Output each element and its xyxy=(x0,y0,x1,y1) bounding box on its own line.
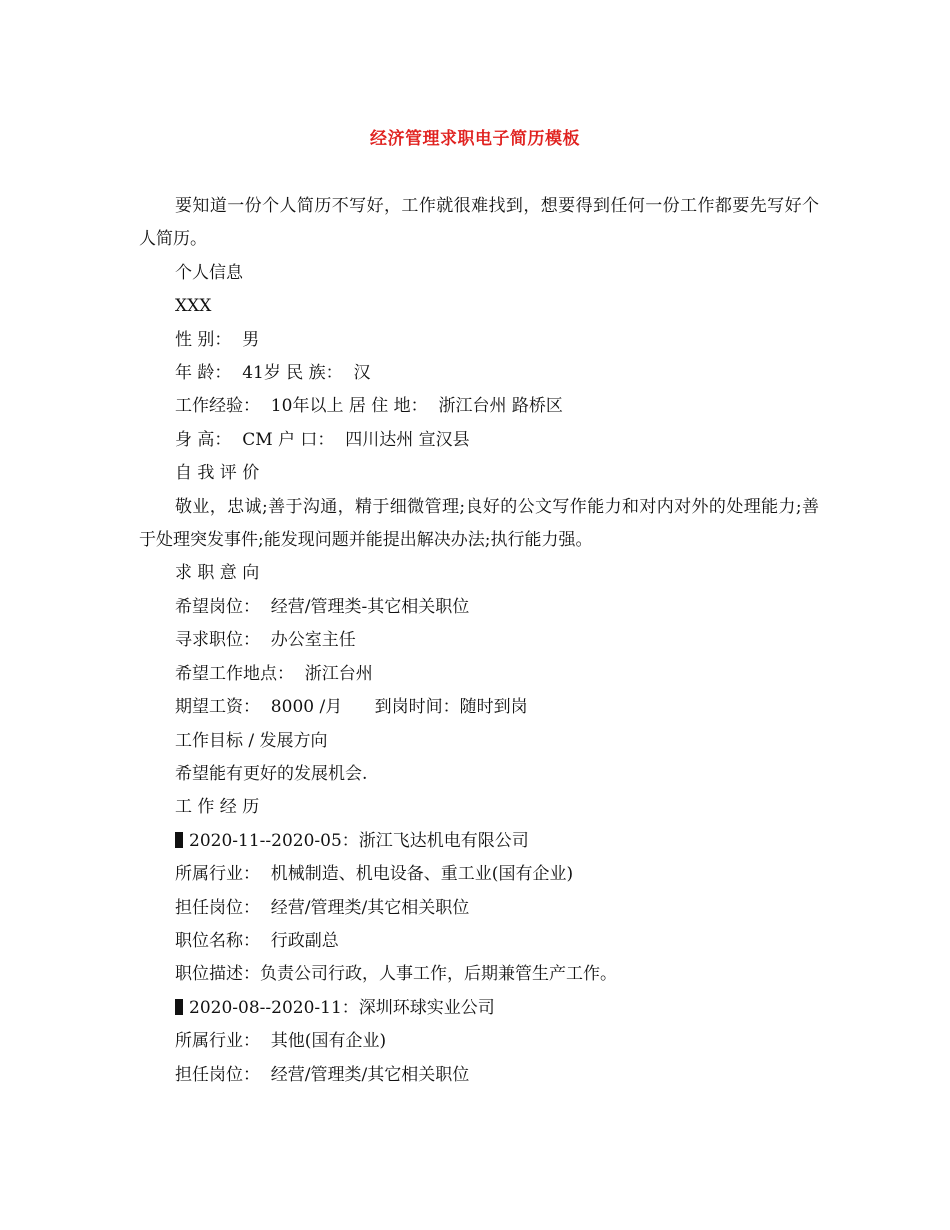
work-entry-post: 担任岗位： 经营/管理类/其它相关职位 xyxy=(175,1064,470,1085)
self-eval-heading: 自 我 评 价 xyxy=(175,463,260,484)
age-ethnicity-line: 年 龄： 41岁 民 族： 汉 xyxy=(175,363,371,384)
work-entry-industry: 所属行业： 其他(国有企业) xyxy=(175,1031,387,1052)
desired-post-line: 希望岗位： 经营/管理类-其它相关职位 xyxy=(175,596,470,617)
name-line: XXX xyxy=(175,296,212,317)
resume-body xyxy=(139,190,819,1092)
desired-location-line: 希望工作地点： 浙江台州 xyxy=(175,663,373,684)
work-history-heading: 工 作 经 历 xyxy=(175,797,260,818)
bullet-marker-icon xyxy=(175,999,183,1015)
bullet-marker-icon xyxy=(175,832,183,848)
work-entry-industry: 所属行业： 机械制造、机电设备、重工业(国有企业) xyxy=(175,864,574,885)
work-entry-job-title: 职位名称： 行政副总 xyxy=(175,930,339,951)
personal-info-heading: 个人信息 xyxy=(175,262,243,283)
experience-residence-line: 工作经验： 10年以上 居 住 地： 浙江台州 路桥区 xyxy=(175,396,563,417)
self-eval-paragraph: 敬业，忠诚;善于沟通，精于细微管理;良好的公文写作能力和对内对外的处理能力;善于处理突发事件;能发现问题并能提出解决办法;执行能力强。 xyxy=(139,496,819,551)
work-entry-description: 职位描述：负责公司行政，人事工作，后期兼管生产工作。 xyxy=(175,964,617,985)
salary-line: 期望工资： 8000 /月 到岗时间：随时到岗 xyxy=(175,697,528,718)
work-entry-period xyxy=(139,825,819,858)
goal-heading: 工作目标 / 发展方向 xyxy=(175,730,328,751)
work-entry-period xyxy=(139,992,819,1025)
seeking-post-line: 寻求职位： 办公室主任 xyxy=(175,630,356,651)
document-title: 经济管理求职电子简历模板 xyxy=(370,129,580,149)
height-hukou-line: 身 高： CM 户 口： 四川达州 宣汉县 xyxy=(175,429,470,450)
job-intent-heading: 求 职 意 向 xyxy=(175,563,260,584)
gender-line: 性 别： 男 xyxy=(175,329,260,350)
work-entry-period-text: 2020-11--2020-05：浙江飞达机电有限公司 xyxy=(189,830,529,851)
work-entry-post: 担任岗位： 经营/管理类/其它相关职位 xyxy=(175,897,470,918)
work-entry-period-text: 2020-08--2020-11：深圳环球实业公司 xyxy=(189,997,495,1018)
goal-text: 希望能有更好的发展机会. xyxy=(175,763,368,784)
intro-paragraph: 要知道一份个人简历不写好，工作就很难找到，想要得到任何一份工作都要先写好个人简历。 xyxy=(139,196,819,250)
